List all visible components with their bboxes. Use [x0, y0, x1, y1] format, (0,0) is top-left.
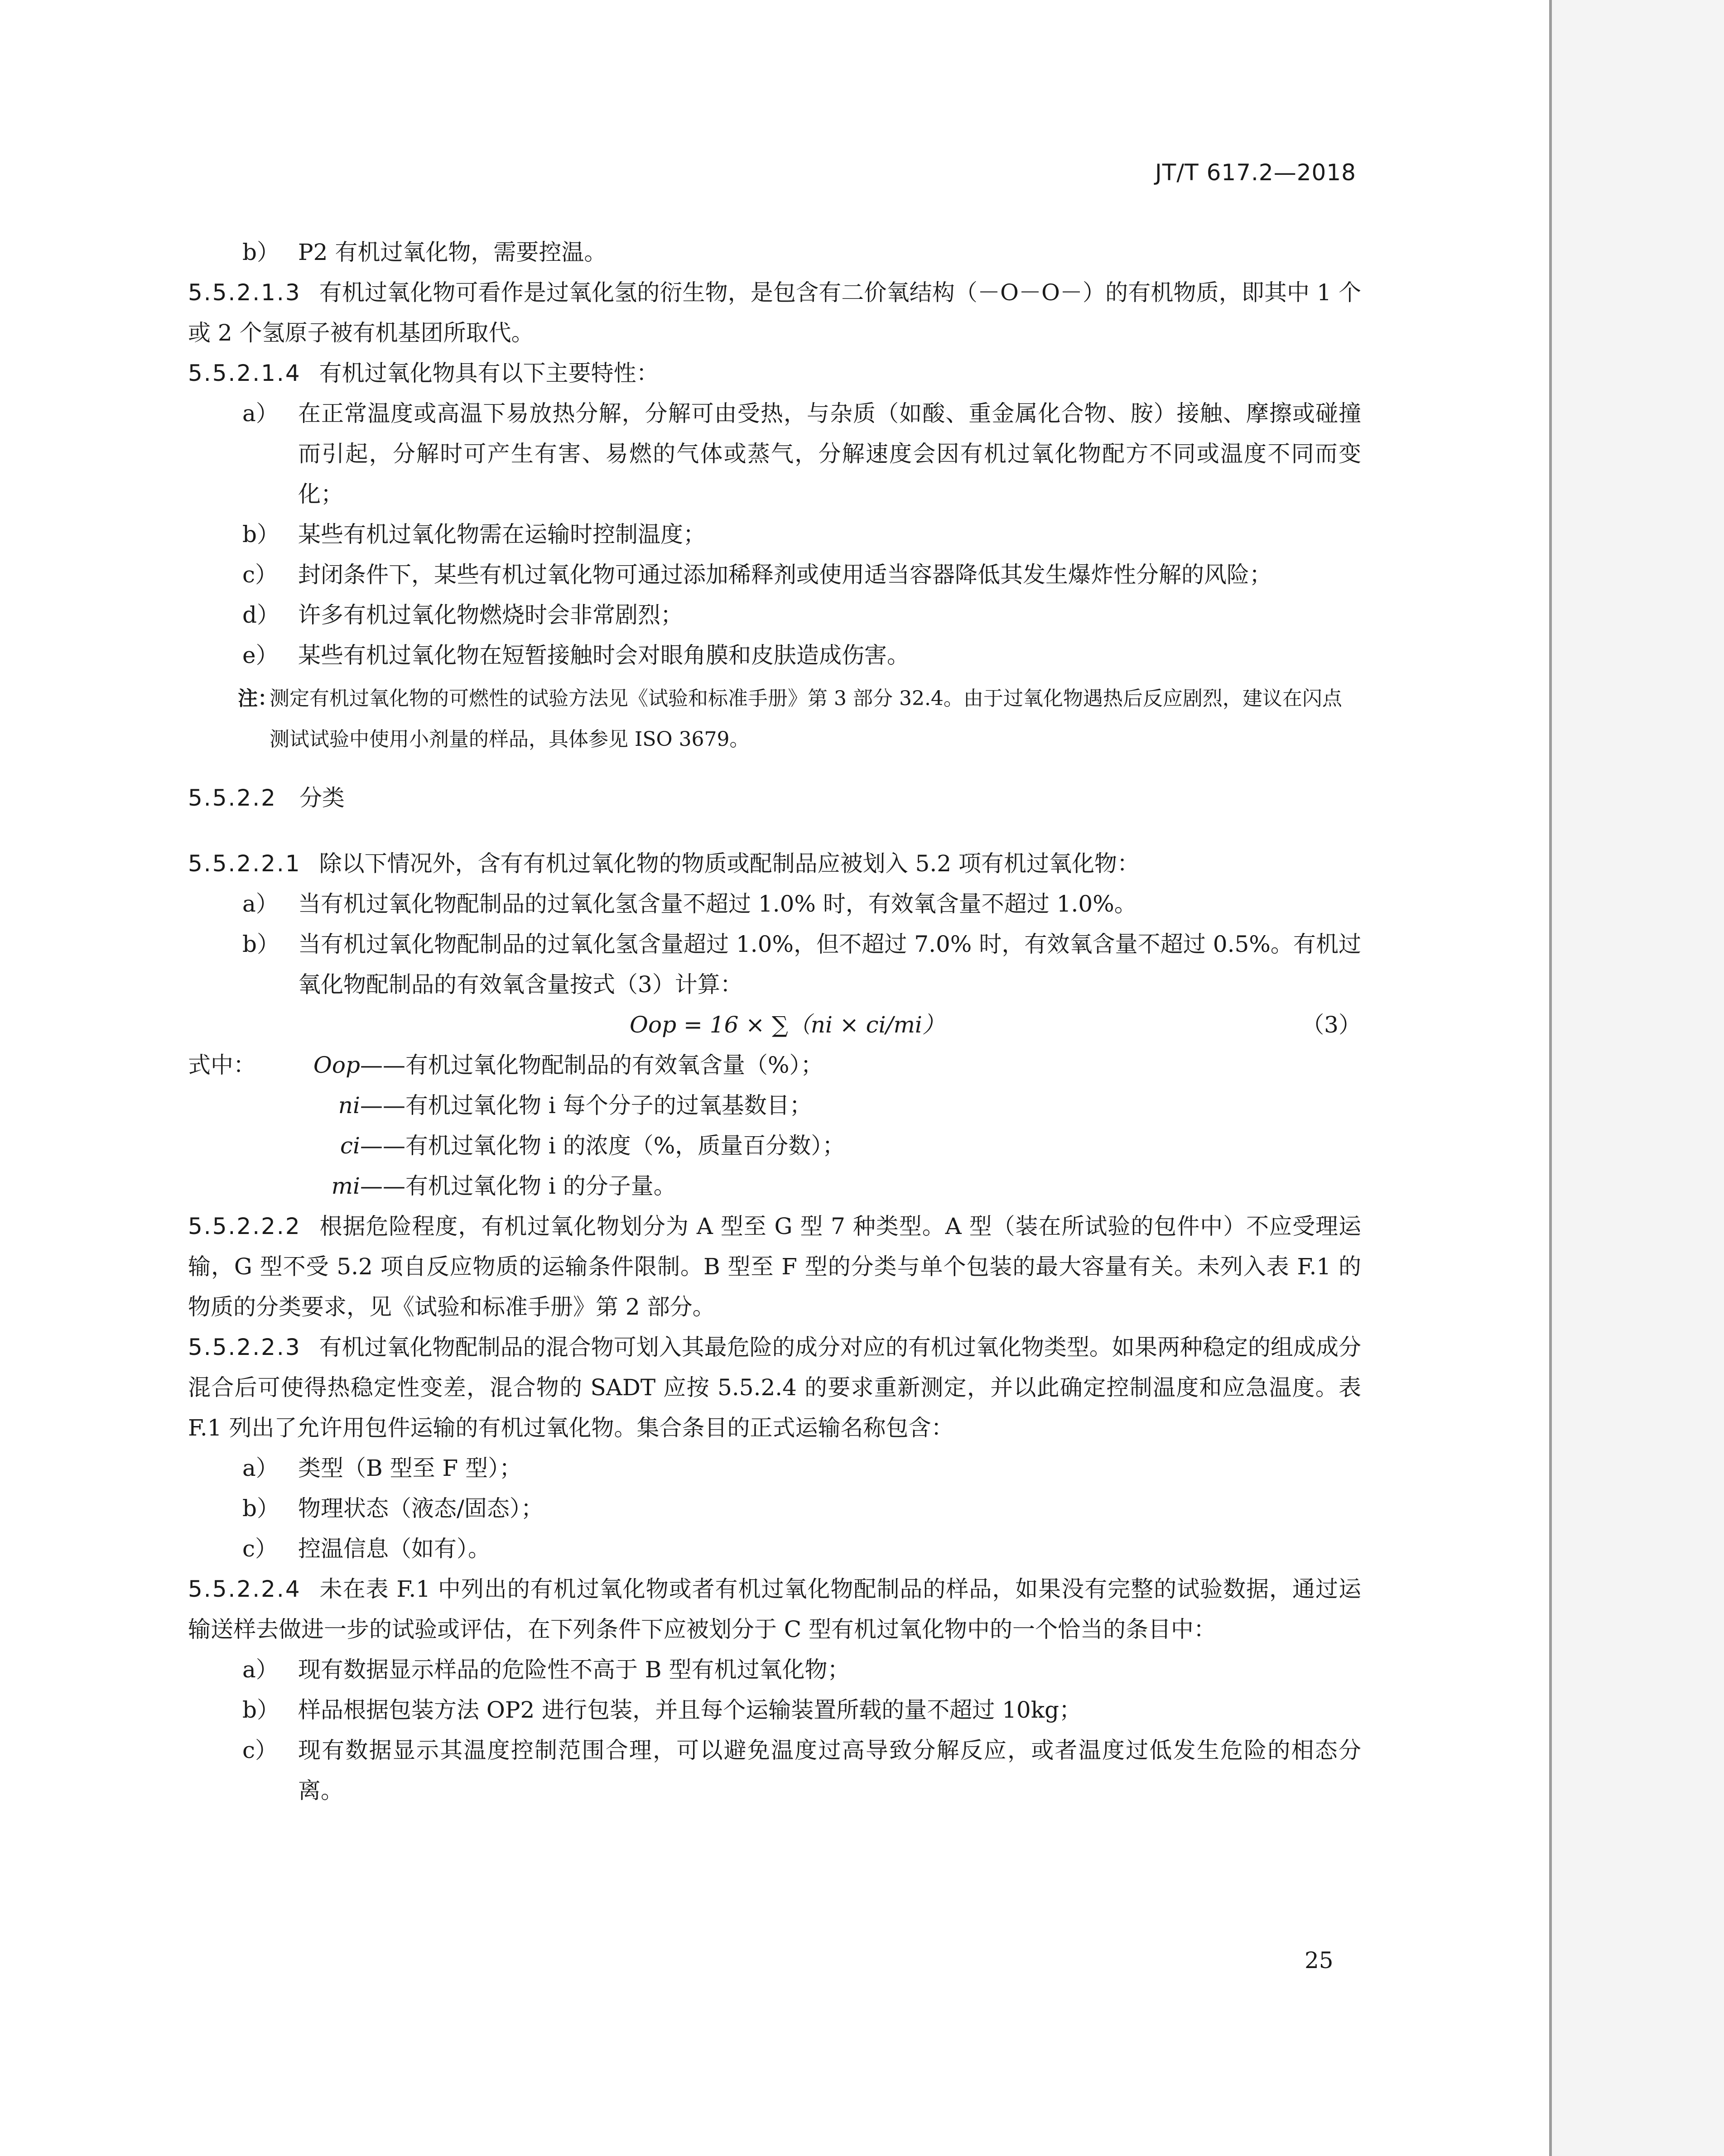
clause-5-5-2-2-1 — [188, 844, 1361, 884]
list-text: 在正常温度或高温下易放热分解，分解可由受热，与杂质（如酸、重金属化合物、胺）接触、摩擦或碰撞而引起，分解时可产生有害、易燃的气体或蒸气，分解速度会因有机过氧化物配方不同或温度不同而变化； — [298, 400, 1361, 507]
list-item — [188, 394, 1361, 514]
list-label: c） — [242, 1536, 278, 1562]
page-number: 25 — [1305, 1947, 1334, 1974]
note-label: 注： — [238, 687, 278, 710]
list-label: b） — [242, 521, 280, 547]
definitions-lead: 式中： — [188, 1052, 256, 1078]
clause-5-5-2-2-4 — [188, 1569, 1361, 1650]
definition-text: ——有机过氧化物 i 每个分子的过氧基数目； — [360, 1092, 812, 1119]
symbol-definitions — [188, 1045, 1361, 1206]
clause-5-5-2-2-3 — [188, 1327, 1361, 1448]
list-text: 封闭条件下，某些有机过氧化物可通过添加稀释剂或使用适当容器降低其发生爆炸性分解的风险； — [298, 562, 1272, 588]
list-text: 类型（B 型至 F 型）； — [298, 1455, 522, 1481]
section-title: 分类 — [299, 785, 345, 811]
list-text: 某些有机过氧化物在短暂接触时会对眼角膜和皮肤造成伤害。 — [298, 642, 910, 668]
clause-5-5-2-2-2 — [188, 1206, 1361, 1327]
list-item — [188, 884, 1361, 924]
list-label: b） — [242, 931, 280, 957]
right-margin — [1552, 0, 1724, 2156]
list-item — [188, 1730, 1361, 1811]
list-label: b） — [242, 1697, 280, 1723]
list-item — [188, 1650, 1361, 1690]
symbol: ci — [340, 1133, 360, 1159]
note-text: 测定有机过氧化物的可燃性的试验方法见《试验和标准手册》第 3 部分 32.4。由于过氧化物遇热后反应剧烈，建议在闪点测试试验中使用小剂量的样品，具体参见 ISO 3679。 — [270, 687, 1342, 751]
list-label: e） — [242, 642, 279, 668]
clause-text: 除以下情况外，含有有机过氧化物的物质或配制品应被划入 5.2 项有机过氧化物： — [319, 850, 1140, 877]
clause-number: 5.5.2.2.3 — [188, 1334, 301, 1360]
definition-row — [188, 1166, 1361, 1206]
symbol: ni — [338, 1092, 360, 1119]
list-label: c） — [242, 1737, 278, 1763]
list-item — [188, 514, 1361, 555]
list-text: 现有数据显示样品的危险性不高于 B 型有机过氧化物； — [298, 1657, 850, 1683]
list-item — [188, 232, 1361, 273]
note — [188, 678, 1361, 760]
list-item — [188, 1529, 1361, 1569]
definition-row — [188, 1126, 1361, 1166]
definition-text: ——有机过氧化物 i 的浓度（%，质量百分数）； — [360, 1133, 845, 1159]
symbol: mi — [331, 1173, 360, 1199]
list-item — [188, 1690, 1361, 1730]
clause-text: 根据危险程度，有机过氧化物划分为 A 型至 G 型 7 种类型。A 型（装在所试验的包件中）不应受理运输，G 型不受 5.2 项自反应物质的运输条件限制。B 型至 F 型的分类与单个包装的最大容量有关。未列入表 F.1 的物质的分类要求，见《试验和标准手册》第 2 部分。 — [188, 1213, 1361, 1320]
list-label: a） — [242, 891, 279, 917]
definition-text: ——有机过氧化物配制品的有效氧含量（%）； — [360, 1052, 823, 1078]
list-item — [188, 1448, 1361, 1489]
list-text: 现有数据显示其温度控制范围合理，可以避免温度过高导致分解反应，或者温度过低发生危险的相态分离。 — [298, 1737, 1361, 1804]
list-label: a） — [242, 400, 279, 427]
list-text: 样品根据包装方法 OP2 进行包装，并且每个运输装置所载的量不超过 10kg； — [298, 1697, 1082, 1723]
list-text: 当有机过氧化物配制品的过氧化氢含量超过 1.0%，但不超过 7.0% 时，有效氧含量不超过 0.5%。有机过氧化物配制品的有效氧含量按式（3）计算： — [298, 931, 1361, 998]
clause-number: 5.5.2.1.3 — [188, 279, 301, 306]
list-item — [188, 555, 1361, 595]
clause-5-5-2-1-3 — [188, 273, 1361, 353]
list-label: b） — [242, 1495, 280, 1522]
clause-text: 未在表 F.1 中列出的有机过氧化物或者有机过氧化物配制品的样品，如果没有完整的试验数据，通过运输送样去做进一步的试验或评估，在下列条件下应被划分于 C 型有机过氧化物中的一个恰当的条目中： — [188, 1576, 1361, 1642]
symbol: Oop — [313, 1052, 360, 1078]
clause-5-5-2-1-4 — [188, 353, 1361, 394]
list-text: 某些有机过氧化物需在运输时控制温度； — [298, 521, 706, 547]
list-item — [188, 1489, 1361, 1529]
list-label: d） — [242, 602, 280, 628]
list-item — [188, 635, 1361, 676]
list-item — [188, 924, 1361, 1005]
list-label: a） — [242, 1657, 279, 1683]
clause-number: 5.5.2.2.4 — [188, 1576, 301, 1602]
document-body — [188, 232, 1361, 1811]
definition-row — [188, 1045, 1361, 1085]
definition-row — [188, 1085, 1361, 1126]
formula — [188, 1005, 1361, 1045]
document-id-header: JT/T 617.2—2018 — [1155, 159, 1356, 186]
list-text: P2 有机过氧化物，需要控温。 — [298, 239, 607, 265]
clause-text: 有机过氧化物可看作是过氧化氢的衍生物，是包含有二价氧结构（－O－O－）的有机物质，即其中 1 个或 2 个氢原子被有机基团所取代。 — [188, 279, 1361, 346]
list-text: 当有机过氧化物配制品的过氧化氢含量不超过 1.0% 时，有效氧含量不超过 1.0%。 — [298, 891, 1137, 917]
list-label: c） — [242, 562, 278, 588]
clause-number: 5.5.2.1.4 — [188, 360, 301, 386]
list-label: b） — [242, 239, 280, 265]
list-item — [188, 595, 1361, 635]
list-text: 控温信息（如有）。 — [298, 1536, 491, 1562]
section-heading — [188, 778, 1361, 818]
clause-number: 5.5.2.2.1 — [188, 850, 301, 877]
list-text: 物理状态（液态/固态）； — [298, 1495, 544, 1522]
section-number: 5.5.2.2 — [188, 785, 277, 811]
equation-number: （3） — [1301, 1012, 1361, 1038]
clause-text: 有机过氧化物配制品的混合物可划入其最危险的成分对应的有机过氧化物类型。如果两种稳定的组成成分混合后可使得热稳定性变差，混合物的 SADT 应按 5.5.2.4 的要求重新测定，并以此确定控制温度和应急温度。表 F.1 列出了允许用包件运输的有机过氧化物。集合条目的正式运输名称包含： — [188, 1334, 1361, 1441]
formula-expression: Oop = 16 × ∑（ni × ci/mi） — [630, 1012, 945, 1038]
clause-text: 有机过氧化物具有以下主要特性： — [319, 360, 659, 386]
clause-number: 5.5.2.2.2 — [188, 1213, 301, 1239]
definition-text: ——有机过氧化物 i 的分子量。 — [360, 1173, 676, 1199]
list-text: 许多有机过氧化物燃烧时会非常剧烈； — [298, 602, 683, 628]
list-label: a） — [242, 1455, 279, 1481]
